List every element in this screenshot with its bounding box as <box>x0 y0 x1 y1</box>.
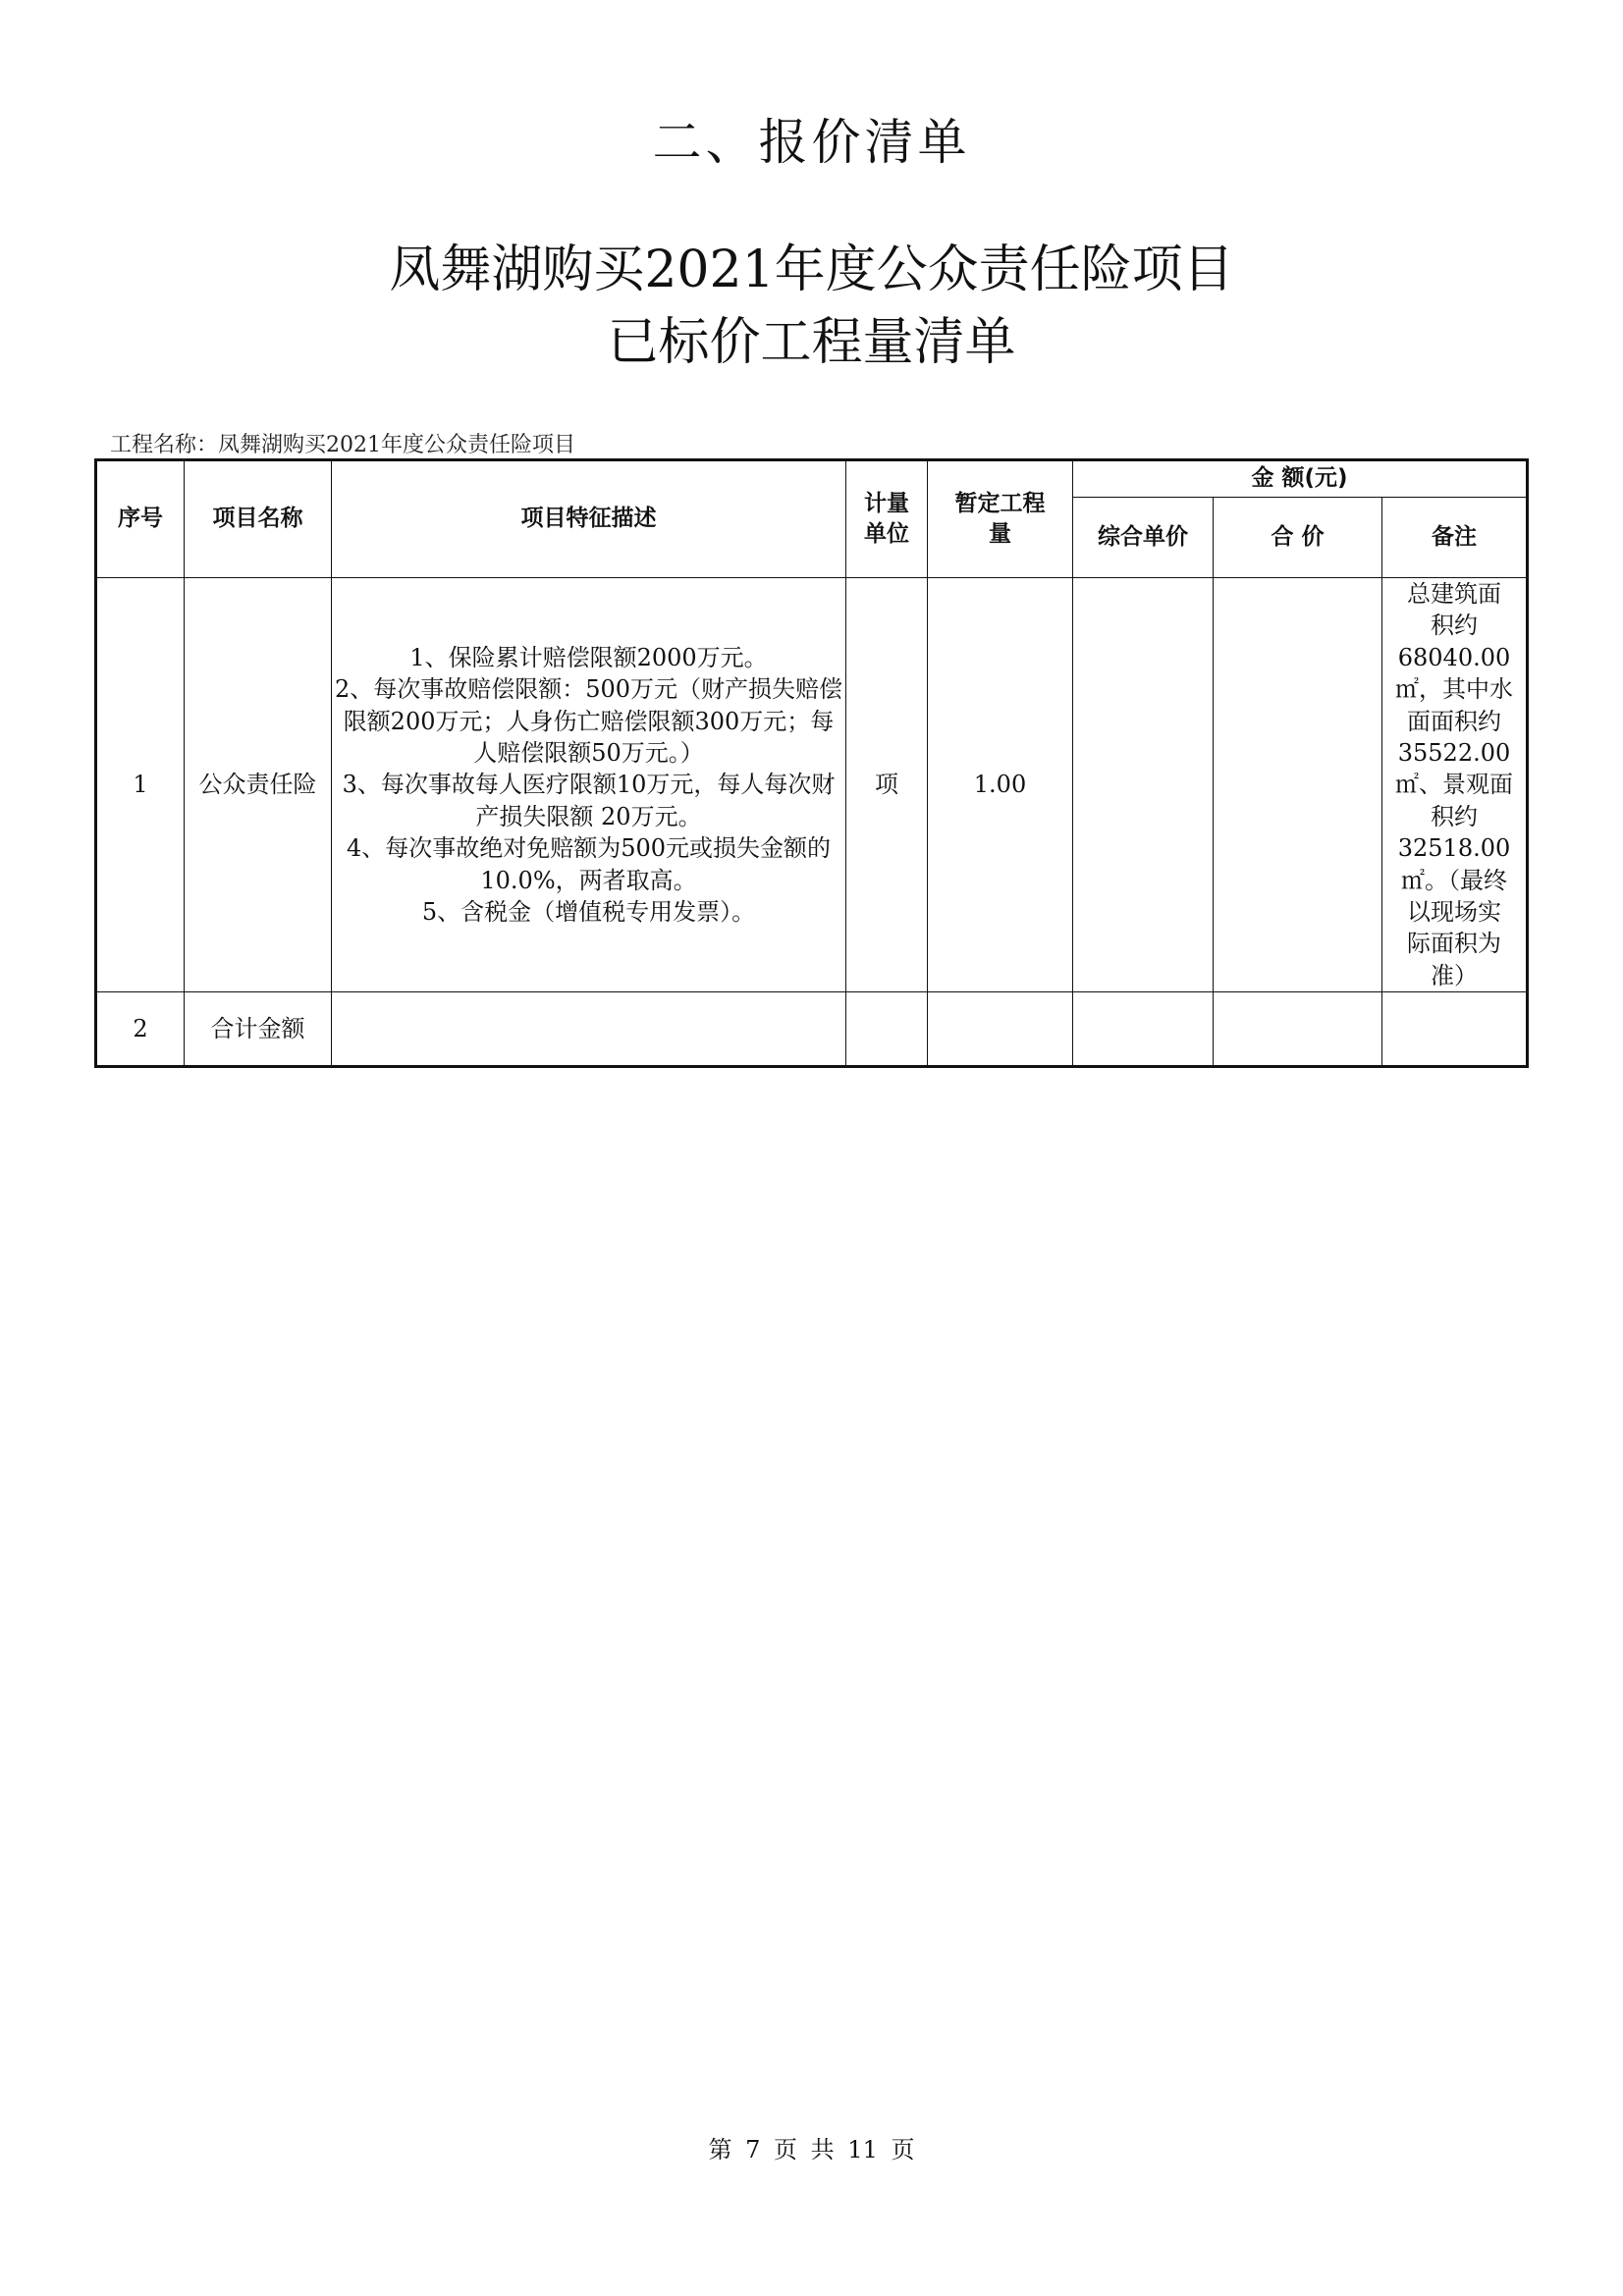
quotation-table <box>94 458 1529 1068</box>
remark-line: ㎡，其中水 <box>1395 675 1513 704</box>
row-seq: 1 <box>96 578 185 992</box>
description-line: 3、每次事故每人医疗限额10万元，每人每次财产损失限额 20万元。 <box>342 771 836 830</box>
remark-line: 际面积为 <box>1407 930 1501 958</box>
project-name-line: 工程名称：凤舞湖购买2021年度公众责任险项目 <box>110 433 575 457</box>
row-remark <box>1382 992 1528 1067</box>
row-total-price <box>1214 578 1382 992</box>
remark-line: 积约 <box>1431 612 1478 640</box>
row-description <box>332 992 846 1067</box>
header-item-name: 项目名称 <box>185 460 332 578</box>
description-line: 5、含税金（增值税专用发票）。 <box>421 897 756 926</box>
remark-line: 准） <box>1431 961 1478 989</box>
row-unit: 项 <box>846 578 928 992</box>
header-seq: 序号 <box>96 460 185 578</box>
header-remark: 备注 <box>1382 498 1528 578</box>
row-quantity <box>928 992 1073 1067</box>
remark-line: 总建筑面 <box>1407 580 1501 608</box>
description-line: 1、保险累计赔偿限额2000万元。 <box>409 643 768 671</box>
remark-line: ㎡。（最终 <box>1401 866 1507 894</box>
header-quantity: 暂定工程量 <box>928 460 1073 578</box>
row-unit-price <box>1073 578 1214 992</box>
description-line: 2、每次事故赔偿限额：500万元（财产损失赔偿限额200万元；人身伤亡赔偿限额300万元；每人赔偿限额50万元。） <box>334 675 843 767</box>
header-unit-price: 综合单价 <box>1073 498 1214 578</box>
row-item-name: 合计金额 <box>185 992 332 1067</box>
description-line: 4、每次事故绝对免赔额为500元或损失金额的10.0%，两者取高。 <box>346 834 832 894</box>
remark-line: 32518.00 <box>1397 834 1511 863</box>
row-item-name: 公众责任险 <box>185 578 332 992</box>
remark-line: 以现场实 <box>1407 897 1501 926</box>
remark-line: ㎡、景观面 <box>1395 771 1513 799</box>
row-quantity: 1.00 <box>928 578 1073 992</box>
document-title-line-2: 已标价工程量清单 <box>607 313 1016 372</box>
row-seq: 2 <box>96 992 185 1067</box>
remark-line: 68040.00 <box>1397 643 1511 671</box>
header-unit: 计量单位 <box>846 460 928 578</box>
section-heading: 二、报价清单 <box>652 114 971 171</box>
remark-line: 积约 <box>1431 802 1478 830</box>
row-description <box>332 578 846 992</box>
row-unit-price <box>1073 992 1214 1067</box>
remark-line: 面面积约 <box>1407 707 1501 735</box>
row-total-price <box>1214 992 1382 1067</box>
remark-line: 35522.00 <box>1397 738 1511 767</box>
row-unit <box>846 992 928 1067</box>
table-row <box>96 992 1528 1067</box>
header-total-price: 合 价 <box>1214 498 1382 578</box>
document-title-line-1: 凤舞湖购买2021年度公众责任险项目 <box>389 240 1234 299</box>
header-amount-group: 金 额(元) <box>1073 460 1528 498</box>
header-description: 项目特征描述 <box>332 460 846 578</box>
table-row <box>96 578 1528 992</box>
page-footer: 第 7 页 共 11 页 <box>708 2136 915 2163</box>
row-remark <box>1382 578 1528 992</box>
